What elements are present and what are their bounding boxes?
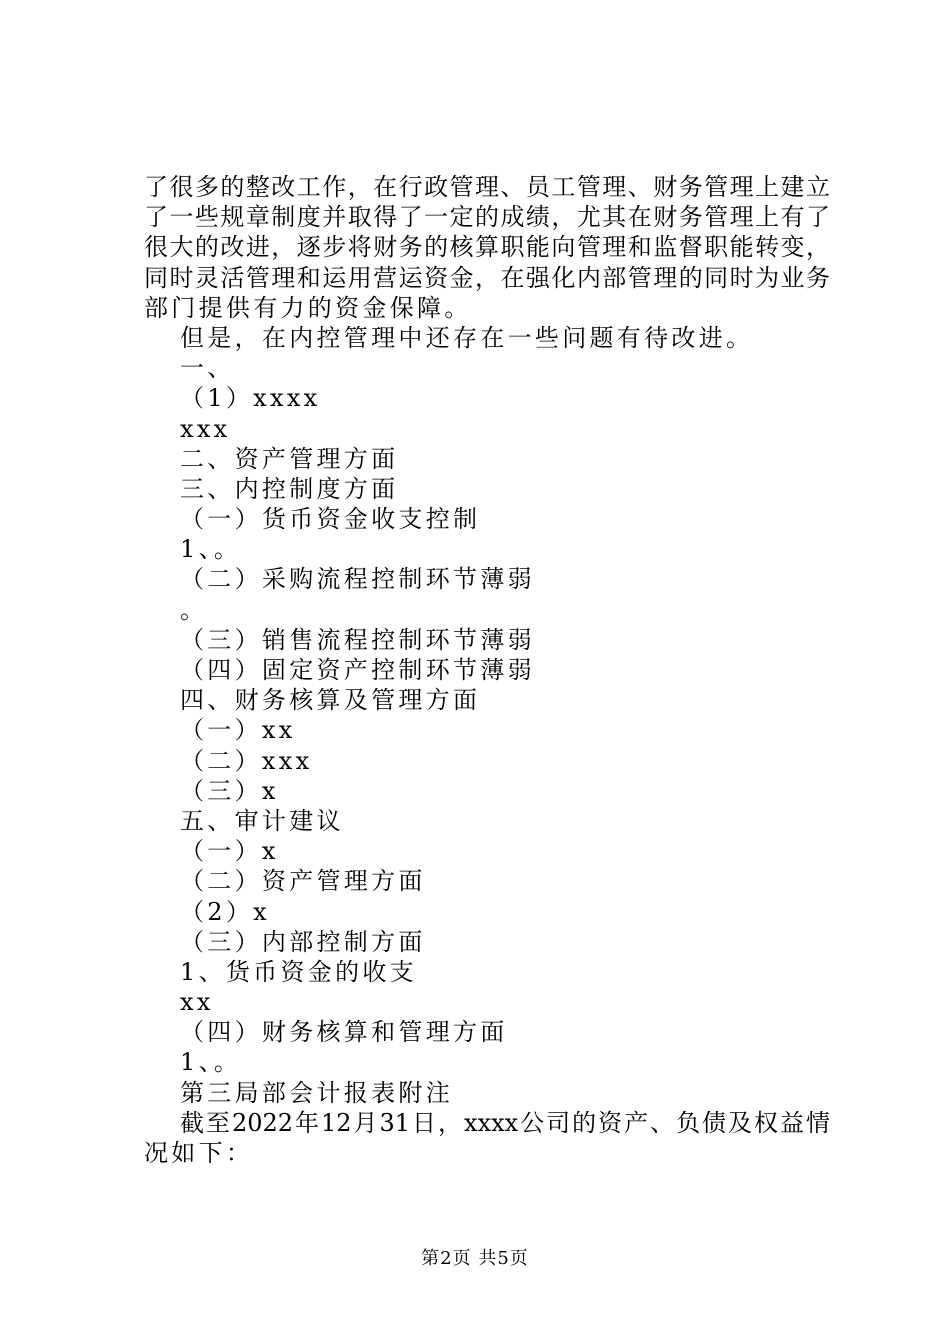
list-item: （二）采购流程控制环节薄弱	[180, 565, 535, 594]
list-item: 1、货币资金的收支	[180, 957, 417, 986]
heading-line: 二、资产管理方面	[180, 444, 399, 473]
paragraph-line: 很大的改进，逐步将财务的核算职能向管理和监督职能转变，	[144, 233, 830, 262]
paragraph-line: 况如下：	[144, 1139, 254, 1167]
list-item: （三）销售流程控制环节薄弱	[180, 625, 535, 654]
heading-line: 三、内控制度方面	[180, 474, 399, 503]
paragraph-line: 截至2022年12月31日，xxxx公司的资产、负债及权益情	[180, 1108, 830, 1137]
heading-line: 第三局部会计报表附注	[180, 1078, 453, 1107]
list-item: （三）x	[180, 776, 279, 805]
list-item: （一）货币资金收支控制	[180, 505, 481, 534]
paragraph-line: xxx	[180, 414, 231, 443]
paragraph-line: 部门提供有力的资金保障。	[144, 293, 472, 322]
heading-line: 五、审计建议	[180, 806, 344, 835]
paragraph-line: xx	[180, 988, 214, 1017]
paragraph-line: 了很多的整改工作，在行政管理、员工管理、财务管理上建立	[144, 173, 830, 201]
list-item: （二）资产管理方面	[180, 867, 426, 896]
paragraph-line: 但是，在内控管理中还存在一些问题有待改进。	[180, 323, 754, 352]
paragraph-line: 同时灵活管理和运用营运资金，在强化内部管理的同时为业务	[144, 263, 830, 292]
paragraph-line: 。	[180, 595, 208, 624]
list-item: （1）xxxx	[180, 384, 321, 413]
list-item: （三）内部控制方面	[180, 927, 426, 956]
heading-line: 一、	[180, 354, 235, 383]
list-item: （2）x	[180, 897, 271, 926]
list-item: 1、。	[180, 1048, 242, 1077]
list-item: 1、。	[180, 535, 242, 564]
list-item: （二）xxx	[180, 746, 313, 775]
list-item: （一）x	[180, 837, 279, 866]
document-body	[144, 172, 830, 1168]
list-item: （四）财务核算和管理方面	[180, 1018, 508, 1047]
heading-line: 四、财务核算及管理方面	[180, 686, 481, 715]
list-item: （一）xx	[180, 716, 296, 745]
list-item: （四）固定资产控制环节薄弱	[180, 656, 535, 684]
paragraph-line: 了一些规章制度并取得了一定的成绩，尤其在财务管理上有了	[144, 203, 830, 232]
page-footer: 第2页 共5页	[421, 1248, 529, 1269]
